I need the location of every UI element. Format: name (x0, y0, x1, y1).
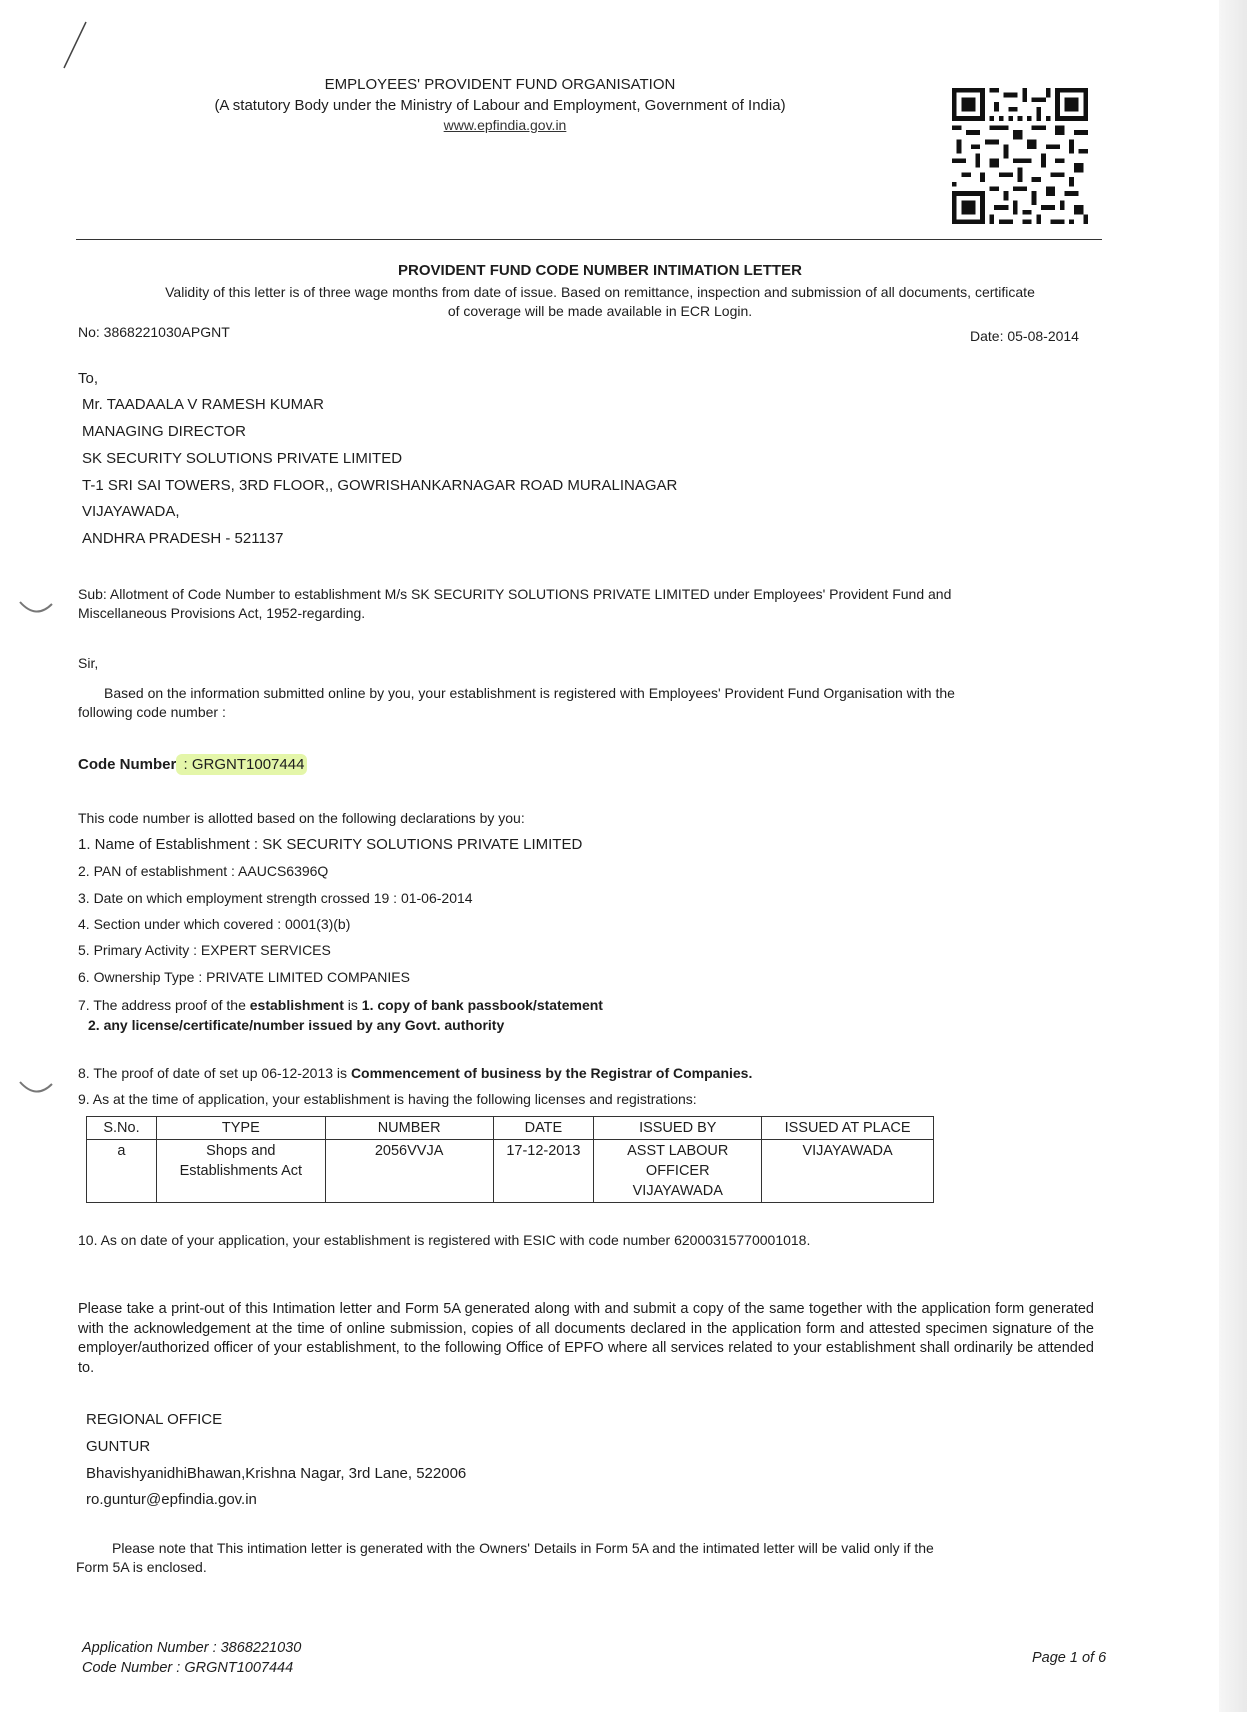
address-line: ANDHRA PRADESH - 521137 (82, 530, 284, 547)
subject-line-2: Miscellaneous Provisions Act, 1952-regarding. (78, 605, 366, 621)
letter-date: Date: 05-08-2014 (970, 328, 1079, 344)
validity-line-2: of coverage will be made available in ECR Login. (447, 303, 753, 319)
declarations-intro: This code number is allotted based on the following declarations by you: (78, 810, 525, 826)
item7-mid: is (343, 997, 362, 1013)
office-address: BhavishyanidhiBhawan,Krishna Nagar, 3rd Lane, 522006 (86, 1465, 467, 1482)
licenses-table (86, 1116, 934, 1203)
scan-edge-shadow (1219, 0, 1247, 1712)
cell-issued-by-line: ASST LABOUR (627, 1143, 729, 1159)
declaration-item-8 (78, 1065, 752, 1081)
salutation: Sir, (78, 655, 99, 671)
header-divider (76, 239, 1102, 240)
cell-place: VIJAYAWADA (762, 1140, 934, 1203)
column-header: S.No. (87, 1117, 157, 1140)
address-line: SK SECURITY SOLUTIONS PRIVATE LIMITED (82, 450, 403, 467)
org-subtitle: (A statutory Body under the Ministry of Labour and Employment, Government of India) (214, 97, 786, 114)
item7-proof-1: 1. copy of bank passbook/statement (361, 997, 603, 1013)
declaration-item: 5. Primary Activity : EXPERT SERVICES (78, 942, 331, 958)
cell-date: 17-12-2013 (493, 1140, 594, 1203)
item8-proof: Commencement of business by the Registrar of Companies. (350, 1065, 753, 1081)
column-header: ISSUED BY (594, 1117, 762, 1140)
declaration-item-10: 10. As on date of your application, your establishment is registered with ESIC with code number 62000315770001018. (78, 1232, 811, 1248)
item7-proof-2: 2. any license/certificate/number issued by any Govt. authority (88, 1017, 505, 1033)
punch-hole-mark (18, 1078, 54, 1100)
footer-application-number: Application Number : 3868221030 (82, 1640, 302, 1656)
note-line-2: Form 5A is enclosed. (76, 1559, 207, 1575)
code-number-label: Code Number (78, 756, 177, 773)
letter-number: No: 3868221030APGNT (78, 324, 230, 340)
cell-sno: a (87, 1140, 157, 1203)
cell-issued-by-line: OFFICER (645, 1163, 710, 1179)
intro-line-1: Based on the information submitted online by you, your establishment is registered with Employees' Provident Fund Organisation with the (104, 685, 955, 701)
column-header: DATE (493, 1117, 594, 1140)
punch-hole-mark (18, 598, 54, 620)
to-label: To, (78, 370, 99, 387)
cell-type-line: Establishments Act (179, 1163, 303, 1179)
office-city: GUNTUR (86, 1438, 151, 1455)
address-line: T-1 SRI SAI TOWERS, 3RD FLOOR,, GOWRISHANKARNAGAR ROAD MURALINAGAR (82, 477, 678, 494)
item7-prefix: 7. The address proof of the (78, 997, 250, 1013)
footer-code-number: Code Number : GRGNT1007444 (82, 1660, 294, 1676)
cell-type-line: Shops and (206, 1143, 276, 1159)
declaration-item: 2. PAN of establishment : AAUCS6396Q (78, 863, 329, 879)
column-header: TYPE (156, 1117, 325, 1140)
item7-establishment: establishment (249, 997, 344, 1013)
code-number-row (78, 756, 307, 773)
code-number-separator: : (179, 756, 192, 773)
declaration-item: 4. Section under which covered : 0001(3)(b) (78, 916, 351, 932)
table-row (87, 1140, 934, 1203)
declaration-item: 1. Name of Establishment : SK SECURITY SOLUTIONS PRIVATE LIMITED (78, 836, 583, 853)
address-line: Mr. TAADAALA V RAMESH KUMAR (82, 396, 324, 413)
item8-prefix: 8. The proof of date of set up 06-12-2013 is (78, 1065, 351, 1081)
address-line: MANAGING DIRECTOR (82, 423, 246, 440)
validity-line-1: Validity of this letter is of three wage months from date of issue. Based on remittance, inspection and submission of all documents, certificate (165, 284, 1035, 300)
cell-number: 2056VVJA (325, 1140, 493, 1203)
code-number-value: GRGNT1007444 (191, 756, 305, 773)
cell-issued-by-line: VIJAYAWADA (632, 1183, 723, 1199)
declaration-item-9: 9. As at the time of application, your establishment is having the following licenses and registrations: (78, 1091, 697, 1107)
column-header: ISSUED AT PLACE (762, 1117, 934, 1140)
cell-type (156, 1140, 325, 1203)
declaration-item: 3. Date on which employment strength crossed 19 : 01-06-2014 (78, 890, 473, 906)
letter-title: PROVIDENT FUND CODE NUMBER INTIMATION LETTER (398, 262, 802, 279)
org-website-link[interactable]: www.epfindia.gov.in (443, 117, 567, 133)
pen-stroke-mark (60, 20, 90, 72)
org-name: EMPLOYEES' PROVIDENT FUND ORGANISATION (324, 76, 676, 93)
office-email[interactable]: ro.guntur@epfindia.gov.in (86, 1491, 257, 1508)
cell-issued-by (594, 1140, 762, 1203)
subject-line-1: Sub: Allotment of Code Number to establishment M/s SK SECURITY SOLUTIONS PRIVATE LIMITED under Employees' Provident Fund and (78, 586, 952, 602)
column-header: NUMBER (325, 1117, 493, 1140)
intro-line-2: following code number : (78, 704, 226, 720)
office-title: REGIONAL OFFICE (86, 1411, 223, 1428)
declaration-item-7 (78, 997, 603, 1013)
qr-code (952, 88, 1088, 224)
note-line-1: Please note that This intimation letter is generated with the Owners' Details in Form 5A and the intimated letter will be valid only if the (112, 1540, 934, 1556)
address-line: VIJAYAWADA, (82, 503, 180, 520)
declaration-item: 6. Ownership Type : PRIVATE LIMITED COMPANIES (78, 969, 410, 985)
table-header-row (87, 1117, 934, 1140)
footer-page-number: Page 1 of 6 (1032, 1650, 1107, 1666)
instructions-paragraph: Please take a print-out of this Intimation letter and Form 5A generated along with and submit a copy of the same together with the application form generated with the acknowledgement at the time of online submission, copies of all documents declared in the application form and attested specimen signature of the employer/authorized officer of your establishment, to the following Office of EPFO where all services related to your establishment shall ordinarily be attended to. (78, 1301, 1094, 1376)
